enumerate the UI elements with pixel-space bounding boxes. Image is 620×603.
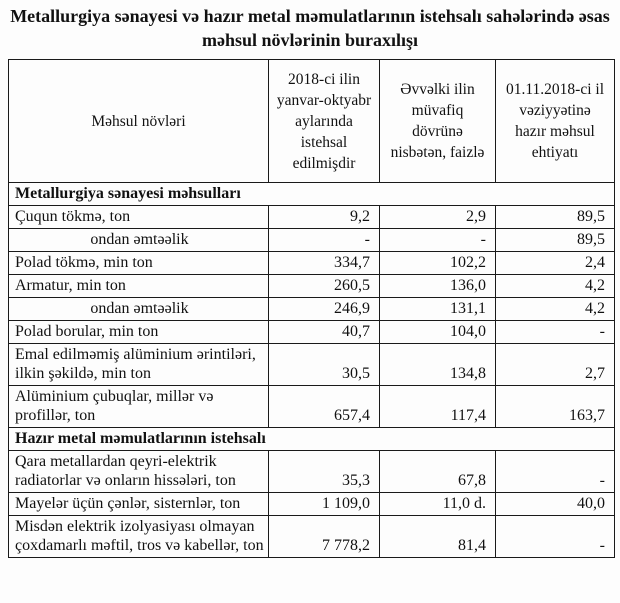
section-row [9,183,615,206]
product-name: ondan əmtəəlik [9,229,269,252]
table-row [9,386,615,428]
percent-value: 102,2 [380,252,496,275]
stock-value: 40,0 [496,493,615,516]
percent-value: 81,4 [380,516,496,558]
table-header [9,60,615,183]
percent-value: 2,9 [380,206,496,229]
section-row [9,428,615,451]
product-name: Qara metallardan qeyri-elektrik radiatorlar və onların hissələri, ton [9,451,269,493]
stock-value: 4,2 [496,275,615,298]
percent-value: 134,8 [380,344,496,386]
product-name: ondan əmtəəlik [9,298,269,321]
table-row [9,298,615,321]
produced-value: 35,3 [269,451,380,493]
percent-value: 117,4 [380,386,496,428]
stock-value: - [496,516,615,558]
page-title: Metallurgiya sənayesi və hazır metal məmulatlarının istehsalı sahələrində əsas məhsul növlərinin buraxılışı [10,6,610,50]
produced-value: 30,5 [269,344,380,386]
stock-value: 2,7 [496,344,615,386]
produced-value: 260,5 [269,275,380,298]
table-body [9,183,615,558]
percent-value: 67,8 [380,451,496,493]
produced-value: 40,7 [269,321,380,344]
section-label: Metallurgiya sənayesi məhsulları [9,183,615,206]
produced-value: 7 778,2 [269,516,380,558]
table-row [9,516,615,558]
table-row [9,321,615,344]
product-name: Çuqun tökmə, ton [9,206,269,229]
column-header-stock: 01.11.2018-ci il vəziyyətinə hazır məhsul ehtiyatı [496,60,615,183]
product-name: Misdən elektrik izolyasiyası olmayan çoxdamarlı məftil, tros və kabellər, ton [9,516,269,558]
table-row [9,206,615,229]
percent-value: 136,0 [380,275,496,298]
column-header-percent: Əvvəlki ilin müvafiq dövrünə nisbətən, faizlə [380,60,496,183]
product-name: Polad borular, min ton [9,321,269,344]
produced-value: 9,2 [269,206,380,229]
column-header-produced: 2018-ci ilin yanvar-oktyabr aylarında istehsal edilmişdir [269,60,380,183]
table-row [9,275,615,298]
header-row [9,60,615,183]
table-row [9,252,615,275]
product-name: Armatur, min ton [9,275,269,298]
product-name: Alüminium çubuqlar, millər və profillər, ton [9,386,269,428]
table-row [9,451,615,493]
product-name: Polad tökmə, min ton [9,252,269,275]
produced-value: 246,9 [269,298,380,321]
stock-value: - [496,451,615,493]
product-name: Mayelər üçün çənlər, sisternlər, ton [9,493,269,516]
stock-value: - [496,321,615,344]
table-row [9,493,615,516]
produced-value: - [269,229,380,252]
production-table [8,59,615,558]
stock-value: 89,5 [496,206,615,229]
percent-value: 104,0 [380,321,496,344]
section-label: Hazır metal məmulatlarının istehsalı [9,428,615,451]
table-row [9,344,615,386]
stock-value: 163,7 [496,386,615,428]
product-name: Emal edilməmiş alüminium ərintiləri, ilkin şəkildə, min ton [9,344,269,386]
stock-value: 2,4 [496,252,615,275]
produced-value: 657,4 [269,386,380,428]
percent-value: - [380,229,496,252]
produced-value: 1 109,0 [269,493,380,516]
stock-value: 4,2 [496,298,615,321]
percent-value: 11,0 d. [380,493,496,516]
percent-value: 131,1 [380,298,496,321]
stock-value: 89,5 [496,229,615,252]
table-row [9,229,615,252]
produced-value: 334,7 [269,252,380,275]
column-header-product: Məhsul növləri [9,60,269,183]
